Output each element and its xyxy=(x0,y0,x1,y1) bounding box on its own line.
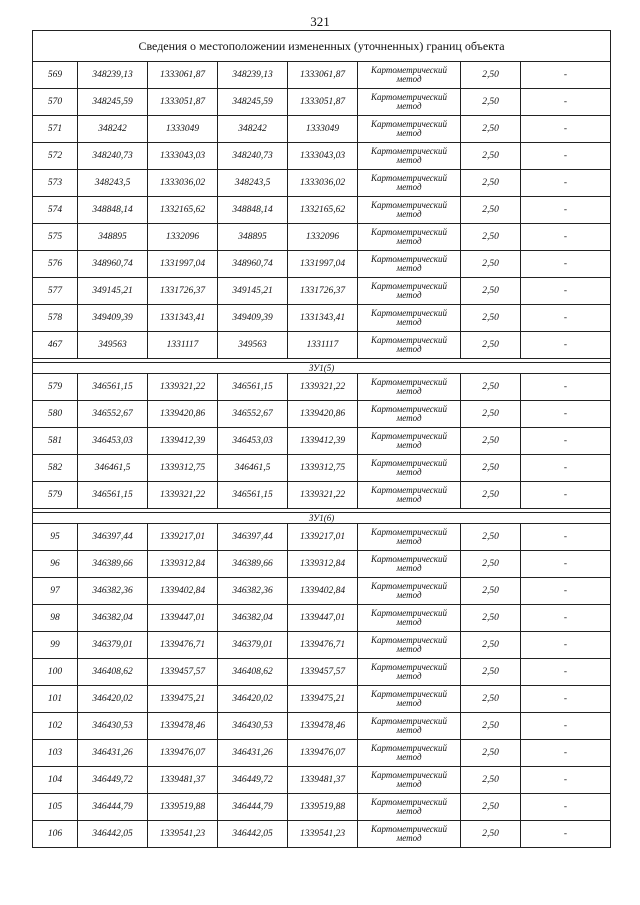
point-number-cell: 579 xyxy=(33,374,78,401)
table-row xyxy=(33,578,611,605)
boundary-coordinates-table xyxy=(32,30,611,848)
new-x-cell: 346430,53 xyxy=(218,713,288,740)
old-x-cell: 346430,53 xyxy=(78,713,148,740)
point-number-cell: 105 xyxy=(33,794,78,821)
old-x-cell: 346552,67 xyxy=(78,401,148,428)
new-x-cell: 346453,03 xyxy=(218,428,288,455)
old-x-cell: 346444,79 xyxy=(78,794,148,821)
point-number-cell: 580 xyxy=(33,401,78,428)
method-cell: Картометрический метод xyxy=(358,524,461,551)
note-cell: - xyxy=(521,62,611,89)
note-cell: - xyxy=(521,551,611,578)
old-y-cell: 1339481,37 xyxy=(148,767,218,794)
note-cell: - xyxy=(521,713,611,740)
new-y-cell: 1339402,84 xyxy=(288,578,358,605)
old-x-cell: 348240,73 xyxy=(78,143,148,170)
section-label: ЗУ1(5) xyxy=(33,363,611,374)
accuracy-cell: 2,50 xyxy=(461,713,521,740)
new-y-cell: 1339475,21 xyxy=(288,686,358,713)
method-cell: Картометрический метод xyxy=(358,632,461,659)
old-y-cell: 1333051,87 xyxy=(148,89,218,116)
method-cell: Картометрический метод xyxy=(358,767,461,794)
new-y-cell: 1339412,39 xyxy=(288,428,358,455)
note-cell: - xyxy=(521,767,611,794)
new-x-cell: 346397,44 xyxy=(218,524,288,551)
accuracy-cell: 2,50 xyxy=(461,62,521,89)
point-number-cell: 100 xyxy=(33,659,78,686)
section-header-row xyxy=(33,513,611,524)
note-cell: - xyxy=(521,632,611,659)
section-label: ЗУ1(6) xyxy=(33,513,611,524)
note-cell: - xyxy=(521,89,611,116)
note-cell: - xyxy=(521,740,611,767)
table-row xyxy=(33,821,611,848)
accuracy-cell: 2,50 xyxy=(461,428,521,455)
point-number-cell: 106 xyxy=(33,821,78,848)
new-x-cell: 348243,5 xyxy=(218,170,288,197)
old-x-cell: 346382,04 xyxy=(78,605,148,632)
new-x-cell: 346379,01 xyxy=(218,632,288,659)
method-cell: Картометрический метод xyxy=(358,374,461,401)
old-y-cell: 1333036,02 xyxy=(148,170,218,197)
table-row xyxy=(33,374,611,401)
point-number-cell: 96 xyxy=(33,551,78,578)
new-x-cell: 349409,39 xyxy=(218,305,288,332)
method-cell: Картометрический метод xyxy=(358,605,461,632)
new-y-cell: 1339321,22 xyxy=(288,374,358,401)
old-x-cell: 346431,26 xyxy=(78,740,148,767)
note-cell: - xyxy=(521,251,611,278)
old-x-cell: 346449,72 xyxy=(78,767,148,794)
table-row xyxy=(33,251,611,278)
old-x-cell: 346382,36 xyxy=(78,578,148,605)
old-x-cell: 349563 xyxy=(78,332,148,359)
note-cell: - xyxy=(521,821,611,848)
method-cell: Картометрический метод xyxy=(358,278,461,305)
table-row xyxy=(33,89,611,116)
new-x-cell: 346382,36 xyxy=(218,578,288,605)
old-x-cell: 346561,15 xyxy=(78,482,148,509)
accuracy-cell: 2,50 xyxy=(461,251,521,278)
table-row xyxy=(33,482,611,509)
accuracy-cell: 2,50 xyxy=(461,794,521,821)
accuracy-cell: 2,50 xyxy=(461,374,521,401)
note-cell: - xyxy=(521,305,611,332)
note-cell: - xyxy=(521,794,611,821)
point-number-cell: 570 xyxy=(33,89,78,116)
old-y-cell: 1339476,71 xyxy=(148,632,218,659)
accuracy-cell: 2,50 xyxy=(461,197,521,224)
point-number-cell: 98 xyxy=(33,605,78,632)
point-number-cell: 579 xyxy=(33,482,78,509)
old-x-cell: 346420,02 xyxy=(78,686,148,713)
point-number-cell: 582 xyxy=(33,455,78,482)
accuracy-cell: 2,50 xyxy=(461,224,521,251)
new-x-cell: 348239,13 xyxy=(218,62,288,89)
old-x-cell: 348243,5 xyxy=(78,170,148,197)
table-row xyxy=(33,659,611,686)
new-x-cell: 346449,72 xyxy=(218,767,288,794)
new-x-cell: 348848,14 xyxy=(218,197,288,224)
new-y-cell: 1339478,46 xyxy=(288,713,358,740)
old-y-cell: 1339312,75 xyxy=(148,455,218,482)
new-x-cell: 346431,26 xyxy=(218,740,288,767)
old-y-cell: 1331343,41 xyxy=(148,305,218,332)
new-y-cell: 1339481,37 xyxy=(288,767,358,794)
section-header-row xyxy=(33,363,611,374)
new-y-cell: 1332096 xyxy=(288,224,358,251)
table-row xyxy=(33,116,611,143)
accuracy-cell: 2,50 xyxy=(461,767,521,794)
old-y-cell: 1339447,01 xyxy=(148,605,218,632)
table-row xyxy=(33,224,611,251)
method-cell: Картометрический метод xyxy=(358,455,461,482)
accuracy-cell: 2,50 xyxy=(461,524,521,551)
accuracy-cell: 2,50 xyxy=(461,89,521,116)
note-cell: - xyxy=(521,659,611,686)
table-row xyxy=(33,632,611,659)
old-y-cell: 1331726,37 xyxy=(148,278,218,305)
old-y-cell: 1333043,03 xyxy=(148,143,218,170)
method-cell: Картометрический метод xyxy=(358,713,461,740)
point-number-cell: 97 xyxy=(33,578,78,605)
old-y-cell: 1332096 xyxy=(148,224,218,251)
new-x-cell: 346561,15 xyxy=(218,482,288,509)
accuracy-cell: 2,50 xyxy=(461,305,521,332)
method-cell: Картометрический метод xyxy=(358,794,461,821)
old-y-cell: 1339541,23 xyxy=(148,821,218,848)
note-cell: - xyxy=(521,116,611,143)
old-y-cell: 1339475,21 xyxy=(148,686,218,713)
point-number-cell: 572 xyxy=(33,143,78,170)
accuracy-cell: 2,50 xyxy=(461,455,521,482)
old-x-cell: 348848,14 xyxy=(78,197,148,224)
table-title: Сведения о местоположении измененных (уточненных) границ объекта xyxy=(33,31,611,62)
new-y-cell: 1339321,22 xyxy=(288,482,358,509)
accuracy-cell: 2,50 xyxy=(461,632,521,659)
old-y-cell: 1339519,88 xyxy=(148,794,218,821)
method-cell: Картометрический метод xyxy=(358,332,461,359)
method-cell: Картометрический метод xyxy=(358,197,461,224)
new-x-cell: 348240,73 xyxy=(218,143,288,170)
accuracy-cell: 2,50 xyxy=(461,605,521,632)
old-y-cell: 1339217,01 xyxy=(148,524,218,551)
table-row xyxy=(33,551,611,578)
method-cell: Картометрический метод xyxy=(358,740,461,767)
old-y-cell: 1339402,84 xyxy=(148,578,218,605)
note-cell: - xyxy=(521,170,611,197)
new-y-cell: 1331343,41 xyxy=(288,305,358,332)
new-x-cell: 346561,15 xyxy=(218,374,288,401)
table-row xyxy=(33,401,611,428)
old-y-cell: 1331117 xyxy=(148,332,218,359)
new-x-cell: 348960,74 xyxy=(218,251,288,278)
new-y-cell: 1339541,23 xyxy=(288,821,358,848)
note-cell: - xyxy=(521,455,611,482)
method-cell: Картометрический метод xyxy=(358,428,461,455)
point-number-cell: 99 xyxy=(33,632,78,659)
new-y-cell: 1333036,02 xyxy=(288,170,358,197)
new-y-cell: 1339420,86 xyxy=(288,401,358,428)
note-cell: - xyxy=(521,578,611,605)
new-y-cell: 1339519,88 xyxy=(288,794,358,821)
table-row xyxy=(33,428,611,455)
new-y-cell: 1331726,37 xyxy=(288,278,358,305)
new-x-cell: 346552,67 xyxy=(218,401,288,428)
point-number-cell: 104 xyxy=(33,767,78,794)
accuracy-cell: 2,50 xyxy=(461,482,521,509)
new-x-cell: 348242 xyxy=(218,116,288,143)
table-row xyxy=(33,605,611,632)
note-cell: - xyxy=(521,374,611,401)
method-cell: Картометрический метод xyxy=(358,305,461,332)
table-body xyxy=(33,31,611,848)
note-cell: - xyxy=(521,224,611,251)
note-cell: - xyxy=(521,332,611,359)
new-y-cell: 1339476,71 xyxy=(288,632,358,659)
method-cell: Картометрический метод xyxy=(358,578,461,605)
accuracy-cell: 2,50 xyxy=(461,659,521,686)
old-y-cell: 1331997,04 xyxy=(148,251,218,278)
note-cell: - xyxy=(521,482,611,509)
page-number: 321 xyxy=(310,14,330,29)
point-number-cell: 569 xyxy=(33,62,78,89)
old-x-cell: 346397,44 xyxy=(78,524,148,551)
old-x-cell: 346442,05 xyxy=(78,821,148,848)
new-y-cell: 1339447,01 xyxy=(288,605,358,632)
point-number-cell: 102 xyxy=(33,713,78,740)
new-x-cell: 346389,66 xyxy=(218,551,288,578)
old-x-cell: 346408,62 xyxy=(78,659,148,686)
new-x-cell: 348245,59 xyxy=(218,89,288,116)
table-row xyxy=(33,794,611,821)
method-cell: Картометрический метод xyxy=(358,401,461,428)
new-x-cell: 346442,05 xyxy=(218,821,288,848)
point-number-cell: 95 xyxy=(33,524,78,551)
new-x-cell: 346461,5 xyxy=(218,455,288,482)
accuracy-cell: 2,50 xyxy=(461,170,521,197)
method-cell: Картометрический метод xyxy=(358,143,461,170)
new-x-cell: 349145,21 xyxy=(218,278,288,305)
new-y-cell: 1333043,03 xyxy=(288,143,358,170)
note-cell: - xyxy=(521,401,611,428)
point-number-cell: 578 xyxy=(33,305,78,332)
old-x-cell: 346453,03 xyxy=(78,428,148,455)
table-row xyxy=(33,455,611,482)
point-number-cell: 576 xyxy=(33,251,78,278)
old-x-cell: 346461,5 xyxy=(78,455,148,482)
table-row xyxy=(33,143,611,170)
old-x-cell: 348245,59 xyxy=(78,89,148,116)
new-x-cell: 346408,62 xyxy=(218,659,288,686)
point-number-cell: 101 xyxy=(33,686,78,713)
table-title-row xyxy=(33,31,611,62)
note-cell: - xyxy=(521,524,611,551)
point-number-cell: 575 xyxy=(33,224,78,251)
method-cell: Картометрический метод xyxy=(358,116,461,143)
accuracy-cell: 2,50 xyxy=(461,332,521,359)
old-y-cell: 1333049 xyxy=(148,116,218,143)
new-x-cell: 348895 xyxy=(218,224,288,251)
accuracy-cell: 2,50 xyxy=(461,278,521,305)
point-number-cell: 573 xyxy=(33,170,78,197)
old-x-cell: 348895 xyxy=(78,224,148,251)
point-number-cell: 581 xyxy=(33,428,78,455)
old-y-cell: 1332165,62 xyxy=(148,197,218,224)
table-row xyxy=(33,686,611,713)
old-x-cell: 346379,01 xyxy=(78,632,148,659)
new-y-cell: 1332165,62 xyxy=(288,197,358,224)
note-cell: - xyxy=(521,686,611,713)
new-y-cell: 1339312,84 xyxy=(288,551,358,578)
accuracy-cell: 2,50 xyxy=(461,143,521,170)
note-cell: - xyxy=(521,197,611,224)
old-y-cell: 1339476,07 xyxy=(148,740,218,767)
accuracy-cell: 2,50 xyxy=(461,551,521,578)
method-cell: Картометрический метод xyxy=(358,551,461,578)
note-cell: - xyxy=(521,278,611,305)
point-number-cell: 574 xyxy=(33,197,78,224)
old-y-cell: 1339457,57 xyxy=(148,659,218,686)
table-row xyxy=(33,332,611,359)
table-row xyxy=(33,740,611,767)
method-cell: Картометрический метод xyxy=(358,251,461,278)
table-row xyxy=(33,767,611,794)
old-y-cell: 1333061,87 xyxy=(148,62,218,89)
table-row xyxy=(33,524,611,551)
method-cell: Картометрический метод xyxy=(358,821,461,848)
method-cell: Картометрический метод xyxy=(358,62,461,89)
table-row xyxy=(33,305,611,332)
old-x-cell: 346389,66 xyxy=(78,551,148,578)
old-x-cell: 348960,74 xyxy=(78,251,148,278)
new-y-cell: 1339457,57 xyxy=(288,659,358,686)
note-cell: - xyxy=(521,605,611,632)
old-x-cell: 349145,21 xyxy=(78,278,148,305)
method-cell: Картометрический метод xyxy=(358,89,461,116)
accuracy-cell: 2,50 xyxy=(461,401,521,428)
point-number-cell: 577 xyxy=(33,278,78,305)
new-y-cell: 1339217,01 xyxy=(288,524,358,551)
method-cell: Картометрический метод xyxy=(358,224,461,251)
table-row xyxy=(33,170,611,197)
new-y-cell: 1333051,87 xyxy=(288,89,358,116)
new-y-cell: 1333061,87 xyxy=(288,62,358,89)
old-y-cell: 1339312,84 xyxy=(148,551,218,578)
method-cell: Картометрический метод xyxy=(358,659,461,686)
accuracy-cell: 2,50 xyxy=(461,116,521,143)
new-y-cell: 1333049 xyxy=(288,116,358,143)
new-y-cell: 1339476,07 xyxy=(288,740,358,767)
accuracy-cell: 2,50 xyxy=(461,740,521,767)
method-cell: Картометрический метод xyxy=(358,686,461,713)
note-cell: - xyxy=(521,143,611,170)
method-cell: Картометрический метод xyxy=(358,170,461,197)
point-number-cell: 571 xyxy=(33,116,78,143)
new-x-cell: 346420,02 xyxy=(218,686,288,713)
table-row xyxy=(33,62,611,89)
accuracy-cell: 2,50 xyxy=(461,578,521,605)
note-cell: - xyxy=(521,428,611,455)
old-y-cell: 1339412,39 xyxy=(148,428,218,455)
point-number-cell: 467 xyxy=(33,332,78,359)
table-row xyxy=(33,278,611,305)
old-y-cell: 1339420,86 xyxy=(148,401,218,428)
accuracy-cell: 2,50 xyxy=(461,686,521,713)
method-cell: Картометрический метод xyxy=(358,482,461,509)
accuracy-cell: 2,50 xyxy=(461,821,521,848)
old-y-cell: 1339321,22 xyxy=(148,374,218,401)
new-x-cell: 346444,79 xyxy=(218,794,288,821)
new-x-cell: 349563 xyxy=(218,332,288,359)
old-x-cell: 348239,13 xyxy=(78,62,148,89)
new-y-cell: 1339312,75 xyxy=(288,455,358,482)
old-x-cell: 348242 xyxy=(78,116,148,143)
table-row xyxy=(33,197,611,224)
new-y-cell: 1331997,04 xyxy=(288,251,358,278)
point-number-cell: 103 xyxy=(33,740,78,767)
new-x-cell: 346382,04 xyxy=(218,605,288,632)
old-y-cell: 1339321,22 xyxy=(148,482,218,509)
new-y-cell: 1331117 xyxy=(288,332,358,359)
old-y-cell: 1339478,46 xyxy=(148,713,218,740)
old-x-cell: 346561,15 xyxy=(78,374,148,401)
table-row xyxy=(33,713,611,740)
old-x-cell: 349409,39 xyxy=(78,305,148,332)
